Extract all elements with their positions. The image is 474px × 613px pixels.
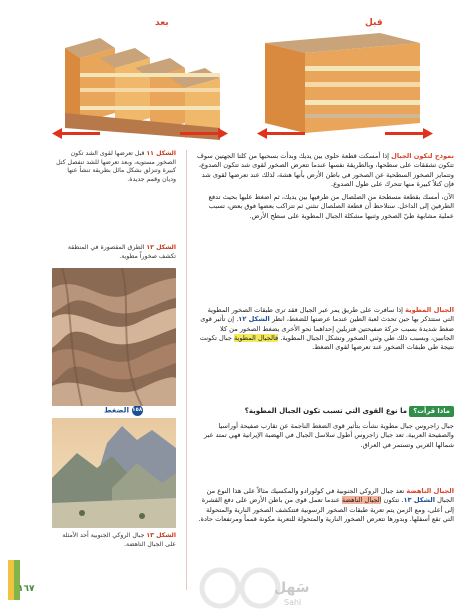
section-folded-body-a: إذا سافرت على طريق يمر عبر الجبال فقد ترى طبقات الصخور المطوية التي ستتذكر بها حين تحدث لعبة الطين عندما عرضتها للضغط، انظر bbox=[207, 306, 454, 324]
section-folded-title: الجبال المطوية bbox=[405, 306, 454, 314]
watermark-subtext: Sahl bbox=[284, 598, 302, 607]
section-model-body-2: الآن، أمسك بقطعة مسطحة من الصلصال من طرفيها بين يديك، ثم اضغط عليها بحيث تدفع الطرفين إلى الداخل. ستلاحظ أن قطعة الصلصال تنثني ثم تتراكب بعضها فوق بعض، تسبب عملية مشابهة طيّ الصخور وثنيها مشكلة الجبال المطوية على سطح الأرض. bbox=[208, 193, 454, 220]
figure-13-caption bbox=[52, 532, 176, 549]
vocab-term-compression bbox=[104, 405, 145, 416]
section-folded-body-c: جبال تكونت نتيجة طي طبقات الصخور عند تعرضها لقوى الضغط. bbox=[199, 333, 454, 352]
vocab-term-number: ١٥٨ bbox=[132, 405, 143, 416]
section-model bbox=[196, 152, 454, 221]
diagram-label-before: قبل bbox=[365, 18, 383, 28]
section-model-paragraph bbox=[196, 152, 454, 189]
fault-diagram bbox=[40, 18, 460, 148]
vocab-term-label: الضغط bbox=[104, 405, 130, 415]
folded-mountains-term: فالجبال المطوية bbox=[234, 333, 279, 342]
section-upwarped-paragraph bbox=[196, 487, 454, 524]
figure-11-text: قبل تعرضها لقوى الشد تكون الصخور مستوية، وبعد تعرضها للشد تنفصل كتل كبيرة وتنزلق بشكل مائل بطريقة تنشأ عنها وديان وقمم جديدة. bbox=[56, 150, 176, 183]
upwarped-mountains-term: الجبال الناهضة bbox=[341, 496, 382, 505]
section-folded-body-b: . إن تأثير قوى ضغط شديدة بسبب حركة صفيحتين فتزيلين إحداهما نحو الأخرى يضغط الصخور من كلا الجانبين، وبسبب ذلك طي وثني الصخور وتشكل الجبال المطوية. bbox=[200, 315, 454, 342]
figure-13-text: جبال الروكي الجنوبية أحد الأمثلة على الجبال الناهضة. bbox=[62, 532, 176, 548]
figure-13-number: الشكل ١٣ bbox=[146, 532, 176, 539]
reading-check-badge: ماذا قرأت؟ bbox=[409, 406, 454, 417]
figure-12-reference: الشكل ١٢ bbox=[238, 315, 270, 324]
folded-rock-photo bbox=[52, 268, 176, 406]
page-number: ١٦٧ bbox=[18, 584, 35, 594]
section-zagros bbox=[196, 422, 454, 450]
section-model-paragraph-2 bbox=[196, 193, 454, 221]
page-corner-marker bbox=[8, 560, 20, 600]
section-upwarped bbox=[196, 487, 454, 524]
diagram-label-after: بعد bbox=[155, 18, 169, 28]
rocky-mountains-photo bbox=[52, 418, 176, 528]
before-block bbox=[265, 33, 420, 133]
section-folded-paragraph bbox=[196, 306, 454, 352]
column-divider bbox=[186, 150, 187, 590]
section-folded bbox=[196, 306, 454, 352]
figure-12-number: الشكل ١٢ bbox=[146, 244, 176, 251]
figure-13-reference: الشكل ١٣ bbox=[403, 496, 435, 505]
figure-11-number: الشكل ١١ bbox=[146, 150, 176, 157]
section-upwarped-title: الجبال الناهضة bbox=[406, 487, 454, 495]
figure-11-caption bbox=[52, 150, 176, 184]
reading-check-question: ما نوع القوى التي تسبب تكون الجبال المطوية؟ bbox=[244, 407, 408, 415]
section-upwarped-body-b: . تتكون bbox=[383, 496, 404, 505]
section-upwarped-body-a: تعد جبال الروكي الجنوبية في كولورادو والمكسيك مثالاً على هذا النوع من الجبال bbox=[206, 487, 454, 505]
figure-12-caption bbox=[52, 244, 176, 261]
section-upwarped-body-c: عندما تعمل قوى من باطن الأرض على دفع القشرة إلى أعلى، ومع الزمن يتم تعرية طبقات الصخور الرسوبية فتتكشف الصخور النارية والمتحولة التي تقع أسفلها. وبدورها تتعرض الصخور النارية والمتحولة للتعرية مكونة قمماً ومرتفعات حادة. bbox=[198, 496, 454, 523]
reading-check bbox=[196, 404, 454, 418]
section-model-body: إذا أمسكت قطعة حلوى بين يديك وبدأت بسحبها من كلتا الجهتين سوف تتكون تشققات على سطحها، وبالطريقة نفسها عندما تتعرض الصخور لقوى شد تتكون الصدوع، وتتمايز الصخور السطحية عن الصخور في باطن الأرض بأنها هشة، لذلك عند تعرضها لقوى شد فإن كتلاً كبيرة منها تتحرك على طول الصدوع. bbox=[197, 152, 454, 188]
after-block bbox=[65, 38, 220, 140]
watermark-text: سَهل bbox=[274, 580, 310, 596]
section-zagros-body: جبال زاجروس جبال مطوية نشأت بتأثير قوى الضغط الناجمة عن تقارب صفيحة أوراسيا والصفيحة العربية. تعد جبال زاجروس أطول سلاسل الجبال في الهضبة الإيرانية فهي تمتد عبر شمالها الغربي وتستمر في العراق. bbox=[203, 422, 454, 449]
figure-12-text: الطرق المقصورة في المنطقة تكشف صخوراً مطوية. bbox=[67, 244, 176, 260]
fault-block-illustration bbox=[40, 18, 460, 148]
section-model-title: نموذج لتكون الجبال bbox=[391, 152, 454, 160]
